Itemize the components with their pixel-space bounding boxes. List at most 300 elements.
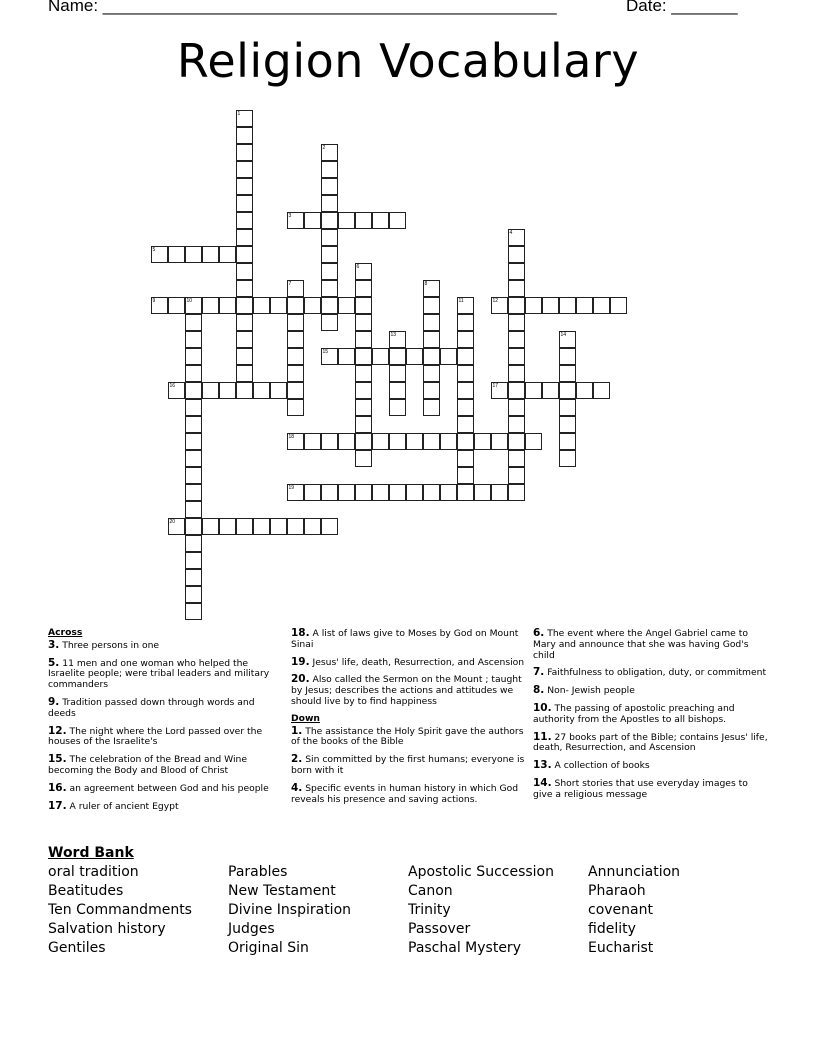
- crossword-cell[interactable]: [321, 178, 338, 195]
- crossword-cell[interactable]: [508, 399, 525, 416]
- crossword-cell[interactable]: [185, 365, 202, 382]
- clue-text: an agreement between God and his people: [69, 782, 269, 794]
- clue-across-19: [291, 657, 529, 669]
- crossword-cell[interactable]: [389, 348, 406, 365]
- crossword-cell[interactable]: [508, 433, 525, 450]
- crossword-cell[interactable]: [236, 229, 253, 246]
- crossword-cell[interactable]: [440, 433, 457, 450]
- crossword-cell[interactable]: [321, 348, 338, 365]
- clue-text: The night where the Lord passed over the houses of the Israelite's: [48, 725, 263, 748]
- crossword-cell[interactable]: [321, 280, 338, 297]
- crossword-cell[interactable]: [491, 484, 508, 501]
- crossword-cell[interactable]: [423, 348, 440, 365]
- clue-number: 12.: [48, 724, 67, 737]
- crossword-cell[interactable]: [457, 365, 474, 382]
- word-bank-item: Trinity: [408, 902, 451, 918]
- cell-number: 10: [186, 297, 193, 304]
- crossword-cell[interactable]: [559, 348, 576, 365]
- crossword-cell[interactable]: [423, 297, 440, 314]
- crossword-cell[interactable]: [576, 297, 593, 314]
- crossword-cell[interactable]: [355, 450, 372, 467]
- clues-column-1: [48, 628, 273, 818]
- crossword-cell[interactable]: [236, 246, 253, 263]
- clue-number: 9.: [48, 695, 60, 708]
- clue-text: Sin committed by the first humans; everyone is born with it: [291, 754, 525, 776]
- crossword-cell[interactable]: [236, 263, 253, 280]
- crossword-cell[interactable]: [219, 297, 236, 314]
- word-bank-item: Pharaoh: [588, 883, 646, 899]
- crossword-cell[interactable]: [338, 348, 355, 365]
- crossword-cell[interactable]: [372, 433, 389, 450]
- clue-number: 2.: [291, 753, 303, 766]
- crossword-cell[interactable]: [321, 144, 338, 161]
- crossword-cell[interactable]: [236, 314, 253, 331]
- word-bank-item: Canon: [408, 883, 453, 899]
- cell-number: 17: [492, 382, 499, 389]
- clue-text: The assistance the Holy Spirit gave the authors of the books of the Bible: [291, 725, 524, 748]
- clue-text: Non- Jewish people: [547, 685, 635, 697]
- crossword-cell[interactable]: [593, 297, 610, 314]
- cell-number: 20: [169, 518, 176, 525]
- word-bank-item: Divine Inspiration: [228, 902, 352, 918]
- crossword-cell[interactable]: [508, 484, 525, 501]
- crossword-cell[interactable]: [508, 314, 525, 331]
- clue-text: A list of laws give to Moses by God on Mount Sinai: [291, 628, 519, 650]
- crossword-cell[interactable]: [338, 212, 355, 229]
- crossword-cell[interactable]: [355, 280, 372, 297]
- crossword-cell[interactable]: [253, 518, 270, 535]
- crossword-cell[interactable]: [236, 110, 253, 127]
- crossword-cell[interactable]: [202, 382, 219, 399]
- crossword-cell[interactable]: [185, 382, 202, 399]
- crossword-cell[interactable]: [525, 433, 542, 450]
- clues-column-3: [533, 628, 768, 807]
- crossword-cell[interactable]: [355, 365, 372, 382]
- crossword-cell[interactable]: [270, 297, 287, 314]
- crossword-cell[interactable]: [457, 484, 474, 501]
- crossword-cell[interactable]: [270, 382, 287, 399]
- cell-number: 9: [152, 297, 156, 304]
- crossword-cell[interactable]: [355, 399, 372, 416]
- crossword-cell[interactable]: [508, 450, 525, 467]
- clue-across-16: [48, 783, 273, 795]
- crossword-cell[interactable]: [389, 212, 406, 229]
- crossword-cell[interactable]: [236, 144, 253, 161]
- clue-down-2: [291, 754, 529, 777]
- clue-down-8: [533, 685, 768, 697]
- crossword-cell[interactable]: [185, 586, 202, 603]
- cell-number: 15: [322, 348, 329, 355]
- crossword-cell[interactable]: [389, 382, 406, 399]
- crossword-cell[interactable]: [185, 535, 202, 552]
- crossword-grid: [151, 110, 651, 630]
- crossword-cell[interactable]: [236, 178, 253, 195]
- across-heading: Across: [48, 627, 83, 638]
- crossword-cell[interactable]: [185, 399, 202, 416]
- crossword-cell[interactable]: [457, 433, 474, 450]
- crossword-cell[interactable]: [236, 382, 253, 399]
- crossword-cell[interactable]: [185, 467, 202, 484]
- crossword-cell[interactable]: [406, 433, 423, 450]
- clue-number: 18.: [291, 627, 310, 639]
- crossword-cell[interactable]: [372, 484, 389, 501]
- crossword-cell[interactable]: [610, 297, 627, 314]
- crossword-cell[interactable]: [559, 450, 576, 467]
- crossword-cell[interactable]: [355, 297, 372, 314]
- clue-text: Tradition passed down through words and deeds: [48, 696, 255, 719]
- crossword-cell[interactable]: [304, 297, 321, 314]
- clue-down-1: [291, 726, 529, 749]
- crossword-cell[interactable]: [185, 416, 202, 433]
- crossword-cell[interactable]: [389, 399, 406, 416]
- clue-across-12: [48, 726, 273, 749]
- crossword-cell[interactable]: [168, 246, 185, 263]
- cell-number: 18: [288, 433, 295, 440]
- word-bank-item: Paschal Mystery: [408, 940, 521, 956]
- clue-number: 3.: [48, 638, 60, 651]
- crossword-cell[interactable]: [423, 484, 440, 501]
- clue-number: 19.: [291, 655, 310, 668]
- crossword-cell[interactable]: [559, 297, 576, 314]
- crossword-cell[interactable]: [457, 331, 474, 348]
- crossword-cell[interactable]: [457, 416, 474, 433]
- crossword-cell[interactable]: [321, 229, 338, 246]
- crossword-cell[interactable]: [304, 484, 321, 501]
- crossword-cell[interactable]: [355, 212, 372, 229]
- crossword-cell[interactable]: [508, 365, 525, 382]
- clue-text: The event where the Angel Gabriel came to Mary and announce that she was having God's child: [533, 628, 749, 661]
- crossword-cell[interactable]: [236, 280, 253, 297]
- crossword-cell[interactable]: [525, 297, 542, 314]
- crossword-cell[interactable]: [321, 246, 338, 263]
- cell-number: 1: [237, 110, 241, 117]
- cell-number: 19: [288, 484, 295, 491]
- clue-text: A ruler of ancient Egypt: [69, 800, 179, 812]
- crossword-cell[interactable]: [389, 433, 406, 450]
- crossword-cell[interactable]: [508, 229, 525, 246]
- crossword-cell[interactable]: [321, 212, 338, 229]
- crossword-cell[interactable]: [389, 365, 406, 382]
- clue-text: 27 books part of the Bible; contains Jesus' life, death, Resurrection, and Ascension: [533, 731, 768, 754]
- crossword-cell[interactable]: [287, 433, 304, 450]
- cell-number: 7: [288, 280, 292, 287]
- clue-number: 7.: [533, 666, 545, 679]
- clue-number: 14.: [533, 776, 552, 789]
- crossword-cell[interactable]: [491, 297, 508, 314]
- crossword-cell[interactable]: [236, 127, 253, 144]
- crossword-cell[interactable]: [185, 603, 202, 620]
- crossword-cell[interactable]: [236, 365, 253, 382]
- clue-text: Faithfulness to obligation, duty, or commitment: [547, 667, 767, 679]
- crossword-cell[interactable]: [457, 348, 474, 365]
- crossword-cell[interactable]: [474, 433, 491, 450]
- crossword-cell[interactable]: [287, 314, 304, 331]
- crossword-cell[interactable]: [236, 297, 253, 314]
- crossword-cell[interactable]: [355, 484, 372, 501]
- crossword-cell[interactable]: [423, 314, 440, 331]
- crossword-cell[interactable]: [389, 484, 406, 501]
- word-bank-item: Original Sin: [228, 940, 309, 956]
- crossword-cell[interactable]: [287, 382, 304, 399]
- crossword-cell[interactable]: [372, 212, 389, 229]
- clue-text: Specific events in human history in which God reveals his presence and saving actions.: [291, 782, 519, 805]
- clue-text: A collection of books: [554, 760, 650, 772]
- crossword-cell[interactable]: [219, 382, 236, 399]
- clue-number: 13.: [533, 759, 552, 772]
- word-bank-item: Ten Commandments: [48, 902, 192, 918]
- cell-number: 4: [509, 229, 513, 236]
- crossword-cell[interactable]: [287, 365, 304, 382]
- crossword-cell[interactable]: [576, 382, 593, 399]
- clue-across-5: [48, 658, 273, 691]
- crossword-cell[interactable]: [202, 518, 219, 535]
- down-heading: Down: [291, 712, 320, 724]
- cell-number: 16: [169, 382, 176, 389]
- crossword-cell[interactable]: [355, 314, 372, 331]
- crossword-cell[interactable]: [185, 433, 202, 450]
- crossword-cell[interactable]: [457, 297, 474, 314]
- crossword-cell[interactable]: [559, 382, 576, 399]
- crossword-cell[interactable]: [559, 416, 576, 433]
- clue-number: 15.: [48, 753, 67, 766]
- crossword-cell[interactable]: [185, 569, 202, 586]
- crossword-cell[interactable]: [168, 518, 185, 535]
- crossword-cell[interactable]: [457, 382, 474, 399]
- crossword-cell[interactable]: [151, 297, 168, 314]
- crossword-cell[interactable]: [542, 297, 559, 314]
- name-date-line: [48, 0, 738, 16]
- crossword-cell[interactable]: [185, 314, 202, 331]
- crossword-cell[interactable]: [338, 433, 355, 450]
- crossword-cell[interactable]: [287, 399, 304, 416]
- crossword-cell[interactable]: [423, 399, 440, 416]
- word-bank-item: covenant: [588, 902, 653, 918]
- crossword-cell[interactable]: [321, 484, 338, 501]
- word-bank-item: Annunciation: [588, 864, 681, 880]
- crossword-cell[interactable]: [474, 484, 491, 501]
- crossword-cell[interactable]: [559, 365, 576, 382]
- clue-text: Also called the Sermon on the Mount ; taught by Jesus; describes the actions and attitudes we should live by to find happiness: [291, 674, 522, 707]
- crossword-cell[interactable]: [406, 484, 423, 501]
- crossword-cell[interactable]: [508, 246, 525, 263]
- cell-number: 5: [152, 246, 156, 253]
- crossword-cell[interactable]: [338, 484, 355, 501]
- crossword-cell[interactable]: [542, 382, 559, 399]
- crossword-cell[interactable]: [287, 280, 304, 297]
- clue-text: Jesus' life, death, Resurrection, and Ascension: [312, 656, 525, 668]
- crossword-cell[interactable]: [304, 433, 321, 450]
- clue-down-6: [533, 628, 768, 661]
- crossword-cell[interactable]: [219, 246, 236, 263]
- clue-across-20: [291, 674, 529, 707]
- word-bank-item: Salvation history: [48, 921, 166, 937]
- clue-number: 1.: [291, 724, 303, 737]
- clue-number: 8.: [533, 684, 545, 697]
- crossword-cell[interactable]: [236, 518, 253, 535]
- crossword-cell[interactable]: [321, 314, 338, 331]
- crossword-cell[interactable]: [559, 399, 576, 416]
- cell-number: 14: [560, 331, 567, 338]
- crossword-cell[interactable]: [355, 416, 372, 433]
- word-bank-heading: Word Bank: [48, 845, 134, 861]
- crossword-cell[interactable]: [304, 212, 321, 229]
- word-bank-item: Passover: [408, 921, 471, 937]
- clue-number: 5.: [48, 656, 60, 669]
- crossword-cell[interactable]: [508, 467, 525, 484]
- crossword-cell[interactable]: [321, 433, 338, 450]
- name-field[interactable]: Name: ________________________________________________: [48, 0, 557, 15]
- crossword-cell[interactable]: [321, 161, 338, 178]
- crossword-cell[interactable]: [508, 348, 525, 365]
- crossword-cell[interactable]: [440, 348, 457, 365]
- crossword-cell[interactable]: [185, 297, 202, 314]
- crossword-cell[interactable]: [559, 433, 576, 450]
- cell-number: 12: [492, 297, 499, 304]
- crossword-cell[interactable]: [287, 518, 304, 535]
- clue-text: The passing of apostolic preaching and authority from the Apostles to all bishops.: [533, 702, 735, 725]
- crossword-cell[interactable]: [372, 348, 389, 365]
- crossword-cell[interactable]: [525, 382, 542, 399]
- cell-number: 6: [356, 263, 360, 270]
- word-bank-item: oral tradition: [48, 864, 139, 880]
- crossword-cell[interactable]: [423, 382, 440, 399]
- clue-down-13: [533, 760, 768, 772]
- crossword-cell[interactable]: [185, 348, 202, 365]
- word-bank-item: Eucharist: [588, 940, 654, 956]
- crossword-cell[interactable]: [508, 297, 525, 314]
- crossword-cell[interactable]: [151, 246, 168, 263]
- clue-text: Three persons in one: [62, 639, 160, 651]
- crossword-cell[interactable]: [355, 348, 372, 365]
- crossword-cell[interactable]: [287, 212, 304, 229]
- word-bank: [48, 845, 681, 956]
- cell-number: 8: [424, 280, 428, 287]
- crossword-cell[interactable]: [423, 365, 440, 382]
- word-bank-column-2: [228, 863, 408, 958]
- crossword-cell[interactable]: [423, 280, 440, 297]
- clue-down-4: [291, 783, 529, 806]
- clue-down-11: [533, 732, 768, 755]
- crossword-cell[interactable]: [338, 297, 355, 314]
- crossword-cell[interactable]: [423, 331, 440, 348]
- crossword-cell[interactable]: [253, 382, 270, 399]
- clue-down-7: [533, 667, 768, 679]
- clue-number: 10.: [533, 701, 552, 714]
- crossword-cell[interactable]: [355, 331, 372, 348]
- clue-number: 16.: [48, 781, 67, 794]
- crossword-cell[interactable]: [491, 382, 508, 399]
- crossword-cell[interactable]: [287, 348, 304, 365]
- crossword-cell[interactable]: [508, 416, 525, 433]
- crossword-cell[interactable]: [508, 331, 525, 348]
- crossword-cell[interactable]: [219, 518, 236, 535]
- clue-number: 4.: [291, 781, 303, 794]
- crossword-cell[interactable]: [168, 297, 185, 314]
- crossword-cell[interactable]: [253, 297, 270, 314]
- clue-down-10: [533, 703, 768, 726]
- crossword-cell[interactable]: [236, 331, 253, 348]
- clue-across-15: [48, 754, 273, 777]
- crossword-cell[interactable]: [508, 280, 525, 297]
- crossword-cell[interactable]: [457, 467, 474, 484]
- crossword-cell[interactable]: [236, 161, 253, 178]
- crossword-cell[interactable]: [355, 382, 372, 399]
- crossword-cell[interactable]: [202, 246, 219, 263]
- crossword-cell[interactable]: [185, 484, 202, 501]
- word-bank-item: Parables: [228, 864, 288, 880]
- crossword-cell[interactable]: [508, 382, 525, 399]
- crossword-cell[interactable]: [508, 263, 525, 280]
- crossword-cell[interactable]: [287, 331, 304, 348]
- word-bank-item: Apostolic Succession: [408, 864, 554, 880]
- crossword-cell[interactable]: [406, 348, 423, 365]
- crossword-cell[interactable]: [593, 382, 610, 399]
- clues-column-2: [291, 628, 529, 811]
- clue-across-3: [48, 640, 273, 652]
- crossword-cell[interactable]: [202, 297, 219, 314]
- crossword-cell[interactable]: [168, 382, 185, 399]
- clue-text: Short stories that use everyday images to give a religious message: [533, 777, 748, 800]
- crossword-cell[interactable]: [185, 331, 202, 348]
- crossword-cell[interactable]: [321, 297, 338, 314]
- crossword-cell[interactable]: [287, 297, 304, 314]
- crossword-cell[interactable]: [559, 331, 576, 348]
- cell-number: 13: [390, 331, 397, 338]
- crossword-cell[interactable]: [457, 450, 474, 467]
- crossword-cell[interactable]: [440, 484, 457, 501]
- clue-across-17: [48, 801, 273, 813]
- clue-number: 17.: [48, 799, 67, 812]
- clue-number: 11.: [533, 730, 552, 743]
- crossword-cell[interactable]: [355, 433, 372, 450]
- crossword-cell[interactable]: [236, 212, 253, 229]
- cell-number: 11: [458, 297, 464, 304]
- cell-number: 2: [322, 144, 326, 151]
- crossword-cell[interactable]: [304, 518, 321, 535]
- crossword-cell[interactable]: [236, 195, 253, 212]
- crossword-cell[interactable]: [321, 195, 338, 212]
- word-bank-item: Beatitudes: [48, 883, 124, 899]
- crossword-cell[interactable]: [236, 348, 253, 365]
- crossword-cell[interactable]: [185, 552, 202, 569]
- crossword-cell[interactable]: [457, 314, 474, 331]
- clue-across-9: [48, 697, 273, 720]
- crossword-cell[interactable]: [423, 433, 440, 450]
- crossword-cell[interactable]: [270, 518, 287, 535]
- page-title: Religion Vocabulary: [176, 34, 640, 88]
- crossword-cell[interactable]: [491, 433, 508, 450]
- word-bank-column-4: [588, 863, 768, 958]
- crossword-cell[interactable]: [185, 450, 202, 467]
- word-bank-item: fidelity: [588, 921, 636, 937]
- crossword-cell[interactable]: [321, 263, 338, 280]
- crossword-cell[interactable]: [355, 263, 372, 280]
- crossword-cell[interactable]: [185, 501, 202, 518]
- clue-across-18: [291, 628, 529, 651]
- crossword-cell[interactable]: [321, 518, 338, 535]
- crossword-cell[interactable]: [185, 246, 202, 263]
- word-bank-item: Gentiles: [48, 940, 106, 956]
- date-field[interactable]: Date: _______: [626, 0, 738, 15]
- crossword-cell[interactable]: [389, 331, 406, 348]
- crossword-cell[interactable]: [185, 518, 202, 535]
- crossword-cell[interactable]: [457, 399, 474, 416]
- clue-text: 11 men and one woman who helped the Israelite people; were tribal leaders and military commanders: [48, 657, 270, 691]
- clue-number: 20.: [291, 673, 310, 686]
- word-bank-item: Judges: [228, 921, 275, 937]
- word-bank-item: New Testament: [228, 883, 336, 899]
- crossword-cell[interactable]: [287, 484, 304, 501]
